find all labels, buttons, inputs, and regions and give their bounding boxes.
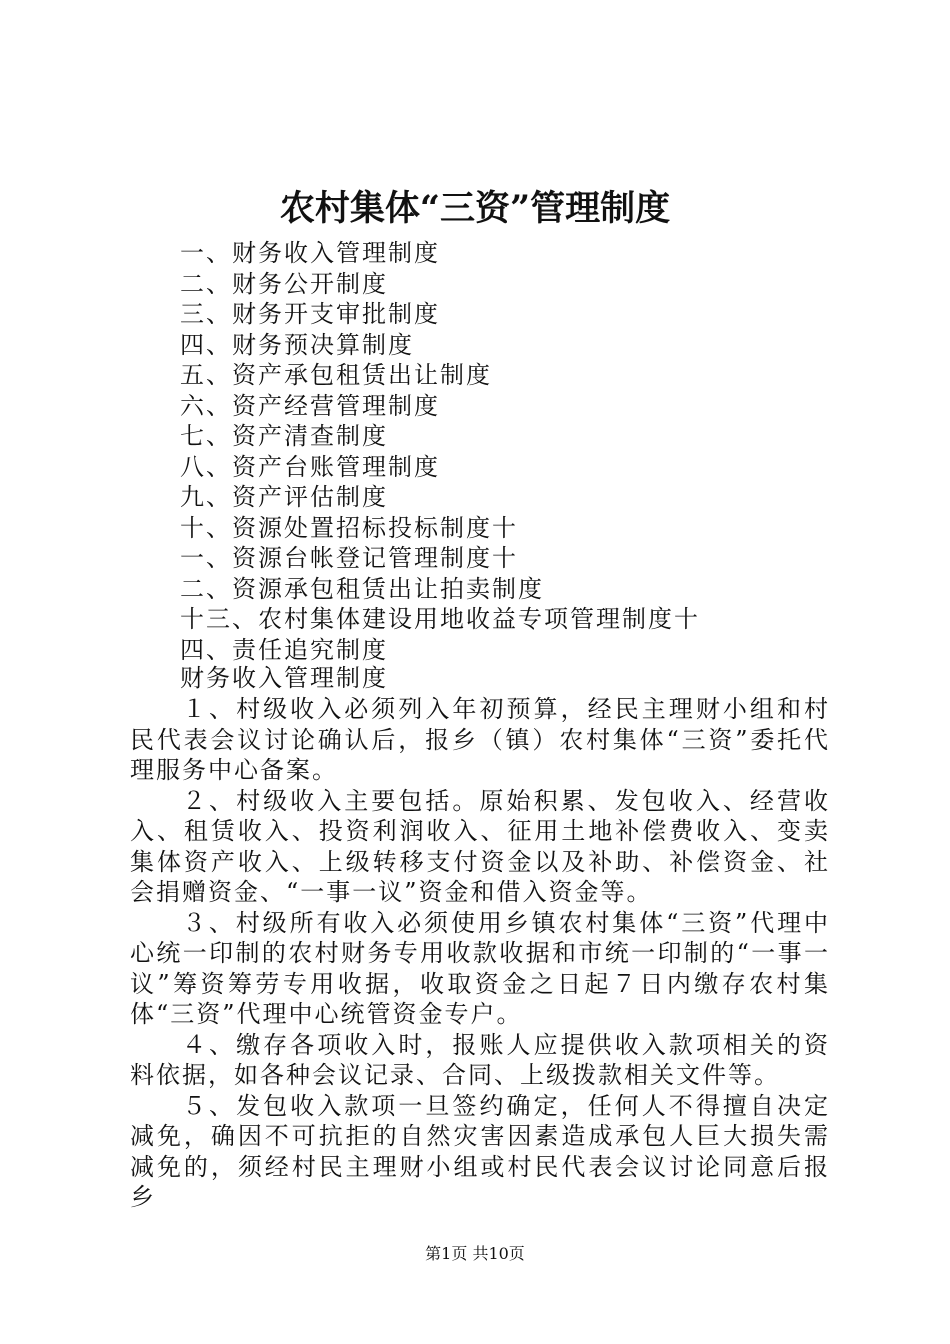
document-title: 农村集体“三资”管理制度 — [279, 188, 671, 229]
toc-item: 十、资源处置招标投标制度十 — [180, 513, 518, 542]
toc-item: 二、资源承包租赁出让拍卖制度 — [180, 574, 544, 603]
paragraph: ３、村级所有收入必须使用乡镇农村集体“三资”代理中心统一印制的农村财务专用收款收据和市统一印制的“一事一议”筹资筹劳专用收据，收取资金之日起７日内缴存农村集体“三资”代理中心统管资金专户。 — [130, 908, 830, 1028]
table-of-contents — [180, 238, 700, 665]
toc-item: 六、资产经营管理制度 — [180, 391, 440, 420]
toc-item: 二、财务公开制度 — [180, 269, 388, 298]
page-footer: 第1页 共10页 — [425, 1244, 525, 1263]
toc-item: 四、责任追究制度 — [180, 635, 388, 664]
toc-item: 四、财务预决算制度 — [180, 330, 414, 359]
paragraph: ５、发包收入款项一旦签约确定，任何人不得擅自决定减免，确因不可抗拒的自然灾害因素造成承包人巨大损失需减免的，须经村民主理财小组或村民代表会议讨论同意后报乡 — [130, 1091, 830, 1211]
toc-item: 一、财务收入管理制度 — [180, 239, 440, 267]
toc-item: 七、资产清查制度 — [180, 422, 388, 450]
toc-item: 一、资源台帐登记管理制度十 — [180, 544, 518, 572]
toc-item: 五、资产承包租赁出让制度 — [180, 361, 492, 389]
toc-item: 九、资产评估制度 — [180, 483, 388, 511]
body-text — [130, 694, 830, 1213]
paragraph: ２、村级收入主要包括。原始积累、发包收入、经营收入、租赁收入、投资利润收入、征用土地补偿费收入、变卖集体资产收入、上级转移支付资金以及补助、补偿资金、社会捐赠资金、“一事一议”资金和借入资金等。 — [130, 786, 830, 906]
toc-item: 八、资产台账管理制度 — [180, 452, 440, 481]
paragraph: １、村级收入必须列入年初预算，经民主理财小组和村民代表会议讨论确认后，报乡（镇）农村集体“三资”委托代理服务中心备案。 — [130, 695, 830, 784]
toc-item: 十三、农村集体建设用地收益专项管理制度十 — [180, 605, 700, 633]
paragraph: ４、缴存各项收入时，报账人应提供收入款项相关的资料依据，如各种会议记录、合同、上级拨款相关文件等。 — [130, 1030, 830, 1089]
toc-item: 三、财务开支审批制度 — [180, 300, 440, 328]
section-heading: 财务收入管理制度 — [180, 664, 388, 692]
